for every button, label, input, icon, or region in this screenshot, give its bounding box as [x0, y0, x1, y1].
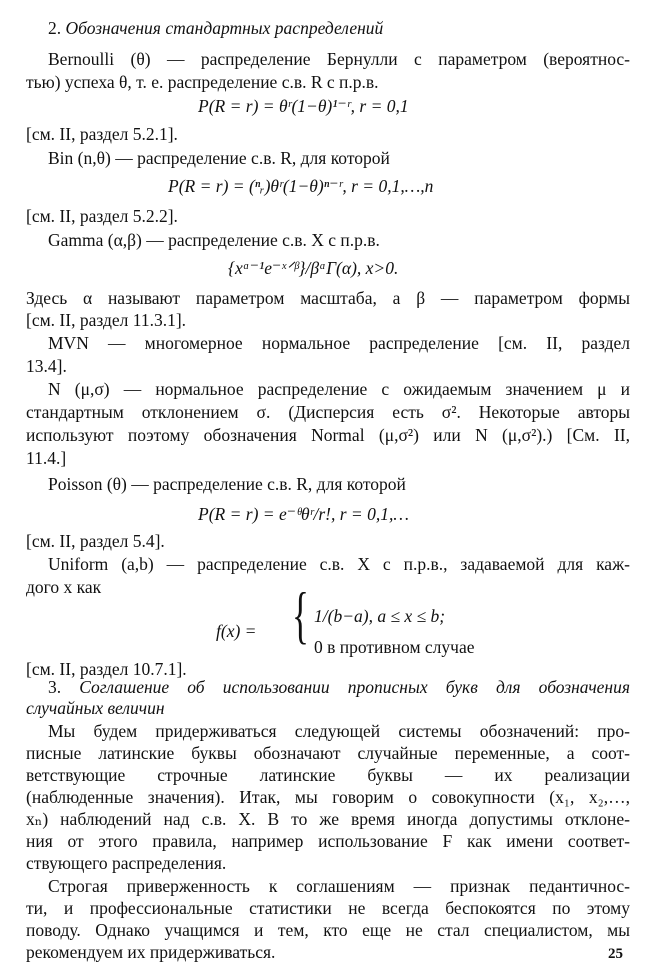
uniform-case-2: 0 в противном случае [314, 637, 475, 657]
s3-p1-line-1: Мы будем придерживаться следующей системы обозначений: про- [48, 721, 630, 741]
s3-p1-line-7: ствующего распределения. [26, 853, 227, 873]
s3-p1-line-3: ветствующие строчные латинские буквы — их реализации [26, 765, 630, 785]
section-3-title-line-2: случайных величин [26, 698, 165, 718]
s3-p1-line-5: xₙ) наблюдений над с.в. X. В то же время иногда допустимы отклоне- [26, 809, 630, 829]
normal-line-2: стандартным отклонением σ. (Дисперсия есть σ². Некоторые авторы [26, 402, 630, 422]
section-3-number: 3. [48, 677, 62, 697]
bin-line-1: Bin (n,θ) — распределение с.в. R, для которой [48, 148, 390, 168]
bernoulli-line-1: Bernoulli (θ) — распределение Бернулли с параметром (вероятнос- [48, 49, 630, 69]
mvn-line-2: 13.4]. [26, 356, 67, 376]
bernoulli-formula: P(R = r) = θʳ(1−θ)¹⁻ʳ, r = 0,1 [198, 96, 409, 116]
bernoulli-reference: [см. II, раздел 5.2.1]. [26, 124, 178, 144]
normal-line-1: N (μ,σ) — нормальное распределение с ожидаемым значением μ и [48, 379, 630, 399]
poisson-line-1: Poisson (θ) — распределение с.в. R, для которой [48, 474, 406, 494]
s3-p2-line-2: ти, и профессиональные статистики не всегда беспокоятся по этому [26, 898, 630, 918]
s3-p1-line-2: писные латинские буквы обозначают случайные переменные, а соот- [26, 743, 630, 763]
poisson-reference: [см. II, раздел 5.4]. [26, 531, 165, 551]
uniform-brace: { [292, 579, 309, 650]
normal-line-4: 11.4.] [26, 448, 67, 468]
normal-line-3: используют поэтому обозначения Normal (μ,σ²) или N (μ,σ²).) [См. II, [26, 425, 630, 445]
gamma-line-2: Здесь α называют параметром масштаба, а β — параметром формы [26, 288, 630, 308]
section-3-heading [48, 676, 630, 698]
gamma-formula: {xᵅ⁻¹e⁻ˣᐟᵝ}/βᵅΓ(α), x>0. [228, 258, 399, 278]
s3-p2-line-1: Строгая приверженность к соглашениям — признак педантичнос- [48, 876, 630, 896]
bin-formula: P(R = r) = (ⁿᵣ)θʳ(1−θ)ⁿ⁻ʳ, r = 0,1,…,n [168, 176, 434, 196]
uniform-fx: f(x) = [216, 621, 257, 641]
section-2-number: 2. [48, 18, 62, 38]
gamma-line-1: Gamma (α,β) — распределение с.в. X с п.р.в. [48, 230, 380, 250]
bernoulli-line-2: тью) успеха θ, т. е. распределение с.в. R с п.р.в. [26, 72, 379, 92]
s3-p2-line-3: поводу. Однако учащимся и тем, кто еще не стал специалистом, мы [26, 920, 630, 940]
s3-p1-line-6: ния от этого правила, например использование F как имени соответ- [26, 831, 630, 851]
section-2-heading [48, 17, 608, 39]
mvn-line-1: MVN — многомерное нормальное распределение [см. II, раздел [48, 333, 630, 353]
uniform-line-1: Uniform (a,b) — распределение с.в. X с п.р.в., задаваемой для каж- [48, 554, 630, 574]
uniform-reference: [см. II, раздел 10.7.1]. [26, 659, 187, 679]
uniform-line-2: дого x как [26, 577, 102, 597]
poisson-formula: P(R = r) = e⁻ᶿθʳ/r!, r = 0,1,… [198, 504, 409, 524]
s3-p1-line-4: (наблюденные значения). Итак, мы говорим о совокупности (x₁, x₂,…, [26, 787, 630, 807]
bin-reference: [см. II, раздел 5.2.2]. [26, 206, 178, 226]
gamma-reference: [см. II, раздел 11.3.1]. [26, 310, 187, 330]
section-2-title: Обозначения стандартных распределений [65, 18, 384, 38]
page-number: 25 [608, 946, 623, 962]
section-3-title-line-1: Соглашение об использовании прописных букв для обозначения [79, 677, 630, 697]
uniform-case-1: 1/(b−a), a ≤ x ≤ b; [314, 606, 446, 626]
s3-p2-line-4: рекомендуем их придерживаться. [26, 942, 276, 962]
